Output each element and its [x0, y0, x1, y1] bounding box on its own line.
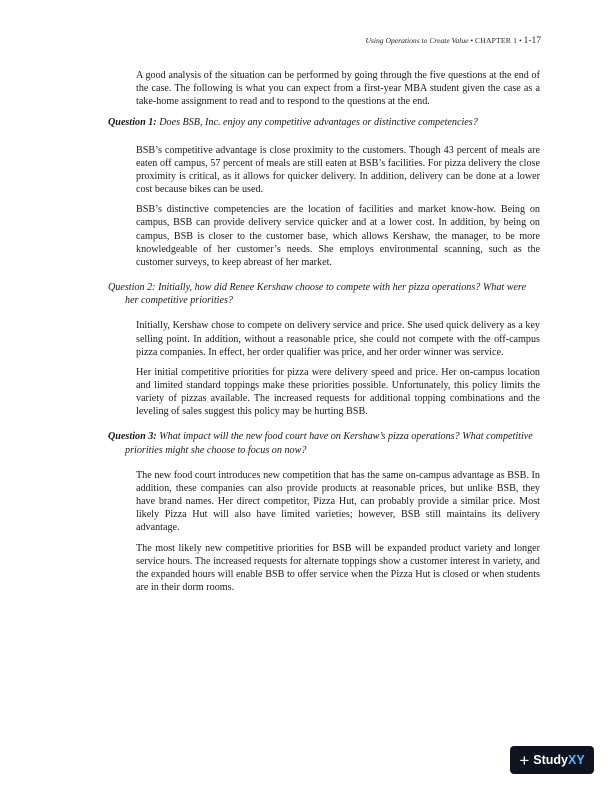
bullet-separator: •: [470, 36, 474, 45]
badge-word-xy: XY: [567, 753, 585, 767]
answer-1b: BSB’s distinctive competencies are the location of facilities and market know-how. Being on campus, BSB can provide delivery service quicker and at a lower cost. In addition, by being on campus, BSB is closer to the customer base, which allows Kershaw, the manager, to be more knowledgeable of her customer’s needs. She employs environmental scanning, such as the customer surveys, to keep abreast of her market.: [136, 204, 540, 268]
question-3-text: What impact will the new food court have on Kershaw’s pizza operations? What competitive priorities might she choose to focus on now?: [125, 431, 533, 456]
answer-2b: Her initial competitive priorities for pizza were delivery speed and price. Her on-campus location and limited standard toppings make these priorities possible. Unfortunately, this policy limits the variety of pizzas available. The increased requests for additional topping combinations and the leveling of sales suggest this policy may be hurting BSB.: [136, 366, 540, 418]
intro-paragraph: A good analysis of the situation can be performed by going through the five questions at the end of the case. The following is what you can expect from a first-year MBA student given the case as a take-home assignment to read and to respond to the questions at the end.: [136, 70, 540, 108]
question-1-text: Does BSB, Inc. enjoy any competitive advantages or distinctive competencies?: [159, 117, 478, 129]
answer-1a: BSB’s competitive advantage is close proximity to the customers. Though 43 percent of meals are eaten off campus, 57 percent of meals are still eaten at BSB’s facilities. For pizza delivery the close proximity is critical, as it allows for quicker delivery. In addition, delivery can be done at a lower cost because bikes can be used.: [136, 144, 540, 196]
answer-3b: The most likely new competitive priorities for BSB will be expanded product variety and longer service hours. The increased requests for alternate toppings show a customer interest in variety, and the expanded hours will enable BSB to offer service when the Pizza Hut is closed or when students are in their dorm rooms.: [136, 542, 540, 593]
question-3: [108, 430, 540, 456]
page-content: [108, 69, 540, 601]
answer-3a: The new food court introduces new competition that has the same on-campus advantage as BSB. In addition, these companies can also provide products at reasonable prices, but unlike BSB, they have brand names. Her direct competitor, Pizza Hut, can probably provide a similar price. Most likely Pizza Hut will also have limited varieties; however, BSB still maintains its delivery advantage.: [136, 469, 540, 534]
bullet-separator-2: •: [519, 36, 522, 45]
question-2-text: Initially, how did Renee Kershaw choose to compete with her pizza operations? What were her competitive priorities?: [125, 282, 527, 307]
page-number: 1-17: [523, 36, 541, 46]
question-3-label: Question 3:: [108, 431, 157, 443]
question-1-label: Question 1:: [108, 117, 157, 129]
running-title: Using Operations to Create Value: [365, 36, 469, 45]
badge-word-study: Study: [533, 753, 568, 767]
answer-2a: Initially, Kershaw chose to compete on delivery service and price. She used quick delivery as a key selling point. In addition, without a reasonable price, she could not compete with the off-campus pizza companies. In effect, her order qualifier was price, and her order winner was service.: [136, 320, 540, 358]
question-2-label: Question 2:: [108, 282, 156, 294]
question-1: [108, 116, 540, 129]
question-2: [108, 281, 540, 307]
running-head: [365, 36, 541, 46]
studyxy-badge[interactable]: [510, 746, 594, 774]
plus-icon: +: [519, 750, 530, 770]
chapter-label: CHAPTER 1: [475, 36, 518, 45]
